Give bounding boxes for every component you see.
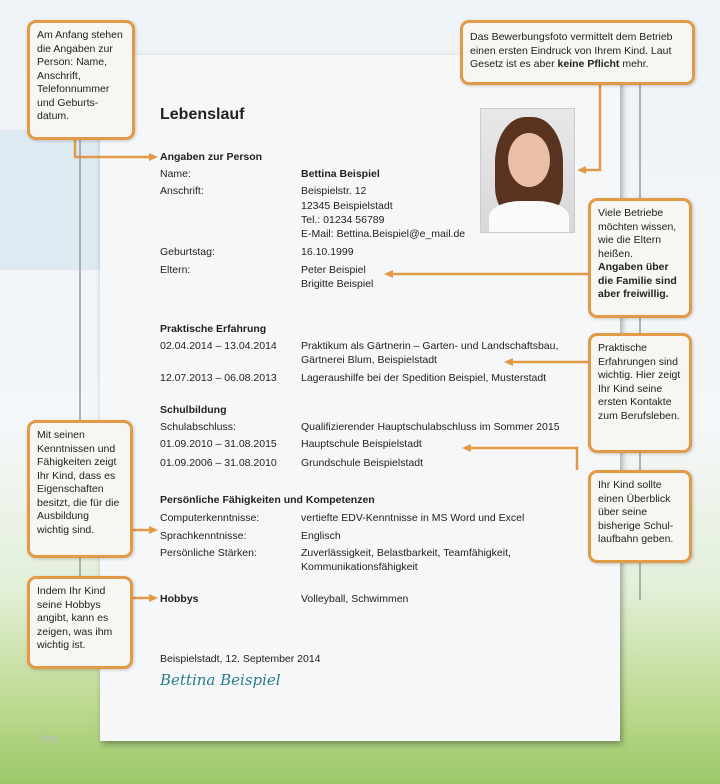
callout-text: mehr. <box>622 58 649 70</box>
value: Grundschule Beispielstadt <box>301 457 423 469</box>
value-parents: Peter Beispiel <box>301 264 366 276</box>
callout-photo <box>460 20 695 85</box>
label: Name: <box>160 168 191 180</box>
label: Sprachkenntnisse: <box>160 530 247 542</box>
date: 01.09.2006 – 31.08.2010 <box>160 457 277 469</box>
callout-bold: Angaben über die Familie sind aber freiwillig. <box>598 261 677 300</box>
callout-parents <box>588 198 692 318</box>
value: Englisch <box>301 530 341 542</box>
page-title: Lebenslauf <box>160 106 245 123</box>
callout-skills: Mit seinen Kenntnissen und Fähigkeiten zeigt Ihr Kind, dass es Eigenschaften besitzt, die für die Ausbildung wichtig sind. <box>27 420 133 558</box>
value: Zuverlässigkeit, Belastbarkeit, Teamfähigkeit, <box>301 547 511 559</box>
value: Hauptschule Beispielstadt <box>301 438 422 450</box>
value-parents: Brigitte Beispiel <box>301 278 374 290</box>
value-address: Beispielstr. 12 <box>301 185 367 197</box>
callout-text: Das Bewerbungsfoto vermittelt dem Betrieb einen ersten Eindruck von Ihrem Kind. Laut Gesetz ist es aber <box>470 31 673 70</box>
place-date: Beispielstadt, 12. September 2014 <box>160 653 321 665</box>
value: Qualifizierender Hauptschulabschluss im Sommer 2015 <box>301 421 560 433</box>
value-birthday: 16.10.1999 <box>301 246 354 258</box>
callout-text: Viele Betriebe möchten wissen, wie die Eltern heißen. <box>598 207 677 260</box>
watermark: blog <box>40 733 58 743</box>
callout-school: Ihr Kind sollte einen Überblick über seine bisherige Schul-laufbahn geben. <box>588 470 692 563</box>
date: 02.04.2014 – 13.04.2014 <box>160 340 277 352</box>
value: vertiefte EDV-Kenntnisse in MS Word und Excel <box>301 512 525 524</box>
section-skills: Persönliche Fähigkeiten und Kompetenzen <box>160 494 375 506</box>
callout-hobbies: Indem Ihr Kind seine Hobbys angibt, kann es zeigen, was ihm wichtig ist. <box>27 576 133 669</box>
section-experience: Praktische Erfahrung <box>160 323 267 335</box>
date: 12.07.2013 – 06.08.2013 <box>160 372 277 384</box>
value-hobbies: Volleyball, Schwimmen <box>301 593 409 605</box>
callout-experience: Praktische Erfahrungen sind wichtig. Hier zeigt Ihr Kind seine ersten Kontakte zum Berufsleben. <box>588 333 692 453</box>
label: Persönliche Stärken: <box>160 547 257 559</box>
label: Computerkenntnisse: <box>160 512 260 524</box>
label: Schulabschluss: <box>160 421 236 433</box>
date: 01.09.2010 – 31.08.2015 <box>160 438 277 450</box>
section-person: Angaben zur Person <box>160 151 263 163</box>
value: Kommunikationsfähigkeit <box>301 561 418 573</box>
value-address: E-Mail: Bettina.Beispiel@e_mail.de <box>301 228 466 240</box>
section-hobbies: Hobbys <box>160 593 199 605</box>
value: Praktikum als Gärtnerin – Garten- und Landschaftsbau, <box>301 340 559 352</box>
label: Geburtstag: <box>160 246 215 258</box>
section-school: Schulbildung <box>160 404 227 416</box>
signature: Bettina Beispiel <box>160 671 281 689</box>
callout-person: Am Anfang stehen die Angaben zur Person: Name, Anschrift, Telefonnummer und Geburts-datum. <box>27 20 135 140</box>
value: Lageraushilfe bei der Spedition Beispiel, Musterstadt <box>301 372 547 384</box>
value-address: Tel.: 01234 56789 <box>301 214 385 226</box>
value-address: 12345 Beispielstadt <box>301 200 393 212</box>
value-name: Bettina Beispiel <box>301 168 380 180</box>
label: Eltern: <box>160 264 191 276</box>
callout-bold: keine Pflicht <box>557 58 620 70</box>
label: Anschrift: <box>160 185 204 197</box>
value: Gärtnerei Blum, Beispielstadt <box>301 354 437 366</box>
